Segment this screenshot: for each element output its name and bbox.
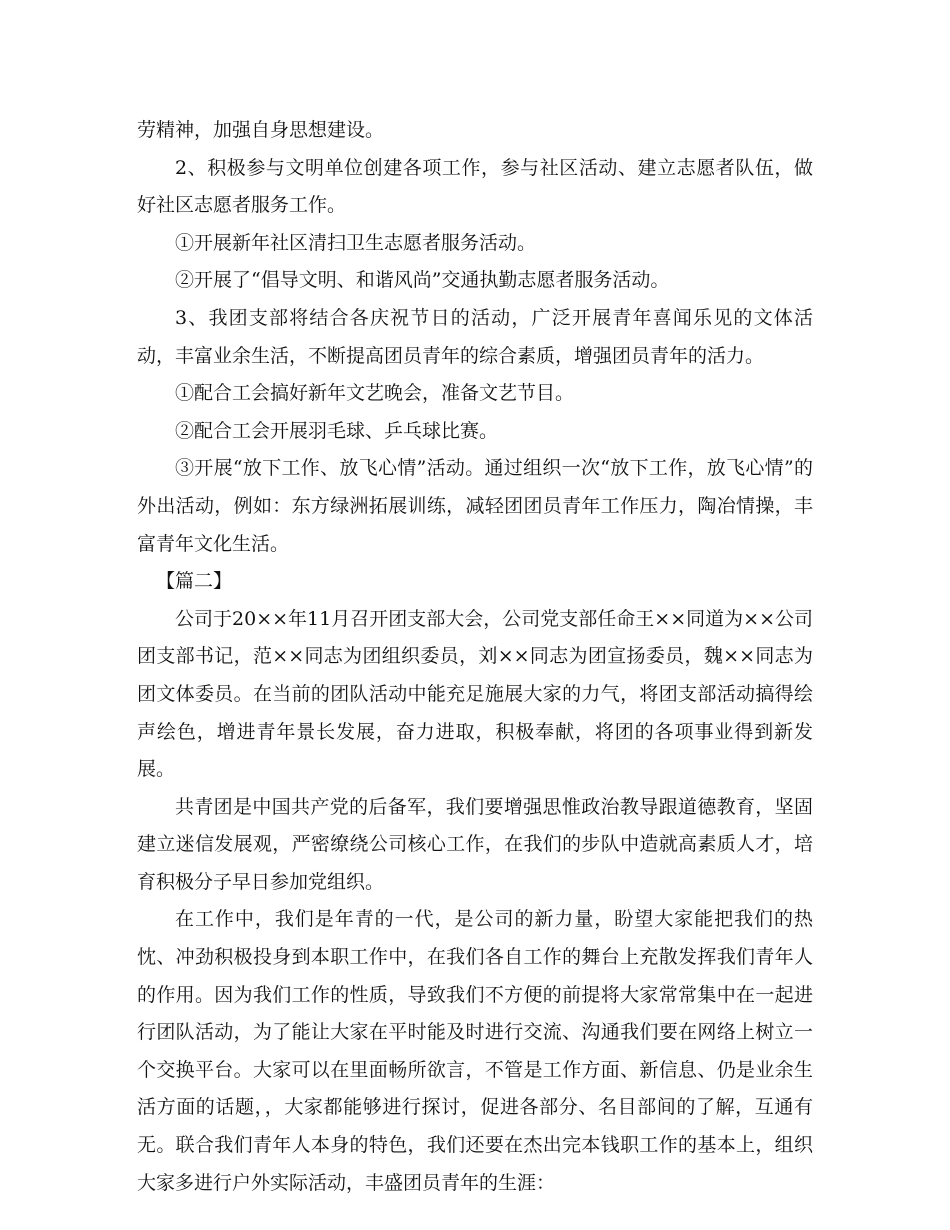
list-item: ②开展了“倡导文明、和谐风尚”交通执勤志愿者服务活动。 [175,269,670,292]
section-heading: 【篇二】 [156,570,233,593]
paragraph: 2、积极参与文明单位创建各项工作，参与社区活动、建立志愿者队伍，做好社区志愿者服务工作。 [137,156,813,217]
list-item: ③开展“放下工作、放飞心情”活动。通过组织一次“放下工作，放飞心情”的外出活动，例如：东方绿洲拓展训练，减轻团团员青年工作压力，陶冶情操，丰富青年文化生活。 [137,457,813,555]
paragraph: 劳精神，加强自身思想建设。 [137,119,385,141]
paragraph: 共青团是中国共产党的后备军，我们要增强思惟政治教导跟道德教育，坚固建立迷信发展观，严密缭绕公司核心工作，在我们的步队中造就高素质人才，培育积极分子早日参加党组织。 [137,795,813,893]
paragraph: 公司于20××年11月召开团支部大会，公司党支部任命王××同道为××公司团支部书记，范××同志为团组织委员，刘××同志为团宣扬委员，魏××同志为团文体委员。在当前的团队活动中能充足施展大家的力气，将团支部活动搞得绘声绘色，增进青年景长发展，奋力进取，积极奉献，将团的各项事业得到新发展。 [137,607,813,781]
paragraph: 3、我团支部将结合各庆祝节日的活动，广泛开展青年喜闻乐见的文体活动，丰富业余生活，不断提高团员青年的综合素质，增强团员青年的活力。 [137,306,813,367]
document-body [137,112,813,1202]
list-item: ①配合工会搞好新年文艺晚会，准备文艺节目。 [175,382,575,405]
list-item: ②配合工会开展羽毛球、乒乓球比赛。 [175,419,499,442]
paragraph: 在工作中，我们是年青的一代，是公司的新力量，盼望大家能把我们的热忱、冲劲积极投身到本职工作中，在我们各自工作的舞台上充散发挥我们青年人的作用。因为我们工作的性质，导致我们不方便的前提将大家常常集中在一起进行团队活动，为了能让大家在平时能及时进行交流、沟通我们要在网络上树立一个交换平台。大家可以在里面畅所欲言，不管是工作方面、新信息、仍是业余生活方面的话题，，大家都能够进行探讨，促进各部分、名目部间的了解，互通有无。联合我们青年人本身的特色，我们还要在杰出完本钱职工作的基本上，组织大家多进行户外实际活动，丰盛团员青年的生涯： [137,908,813,1194]
list-item: ①开展新年社区清扫卫生志愿者服务活动。 [175,231,537,254]
